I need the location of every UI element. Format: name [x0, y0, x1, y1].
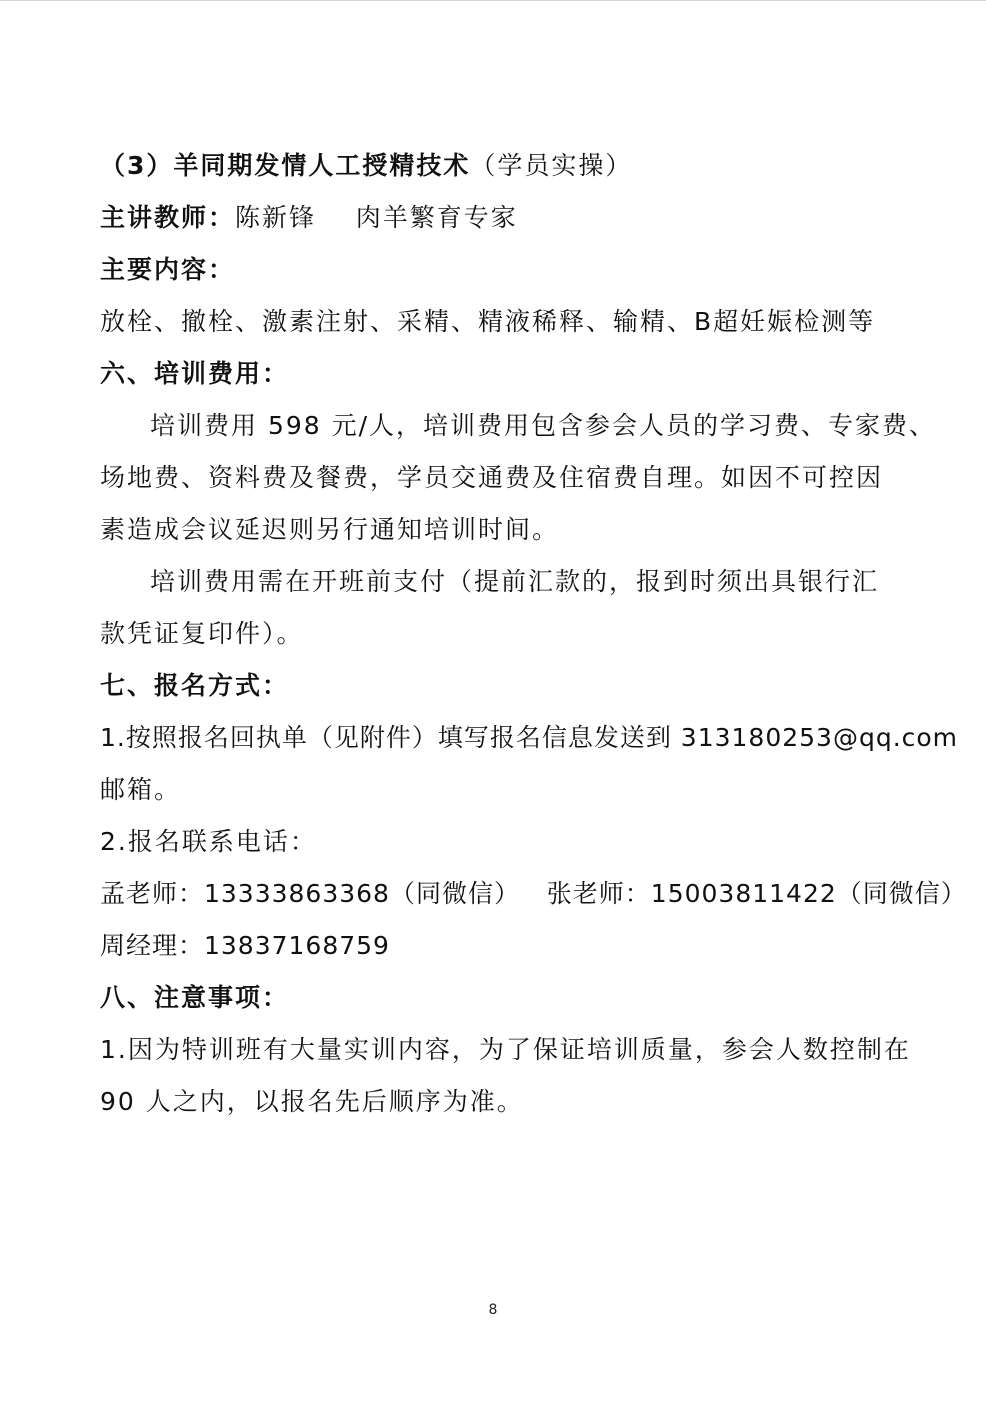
section-7-item-1-line-1: 1.按照报名回执单（见附件）填写报名信息发送到 313180253@qq.com — [100, 723, 959, 752]
section-7-item-2: 2.报名联系电话： — [100, 827, 317, 856]
main-content-text: 放栓、撤栓、激素注射、采精、精液稀释、输精、B超妊娠检测等 — [100, 307, 876, 336]
section-6-paragraph-2-line-1: 培训费用需在开班前支付（提前汇款的，报到时须出具银行汇 — [150, 567, 880, 596]
section-6-paragraph-1-line-2: 场地费、资料费及餐费，学员交通费及住宿费自理。如因不可控因 — [100, 463, 884, 492]
section-8-item-1-line-1: 1.因为特训班有大量实训内容，为了保证培训质量，参会人数控制在 — [100, 1035, 911, 1064]
section-7-item-1-line-2: 邮箱。 — [100, 775, 182, 804]
lecturer-value: 陈新锋 肉羊繁育专家 — [235, 203, 518, 232]
subsection-3-bold: （3）羊同期发情人工授精技术 — [100, 151, 471, 180]
lecturer-line — [100, 203, 920, 233]
section-7-heading: 七、报名方式： — [100, 671, 290, 700]
page-number: 8 — [488, 1302, 498, 1318]
main-content-label: 主要内容： — [100, 255, 236, 284]
section-6-heading: 六、培训费用： — [100, 359, 290, 388]
section-8-item-1-line-2: 90 人之内，以报名先后顺序为准。 — [100, 1087, 524, 1116]
contact-line-1: 孟老师：13333863368（同微信） 张老师：15003811422（同微信） — [100, 879, 967, 908]
section-6-paragraph-1-line-3: 素造成会议延迟则另行通知培训时间。 — [100, 515, 560, 544]
section-8-heading: 八、注意事项： — [100, 983, 290, 1012]
subsection-3-title — [100, 151, 920, 181]
subsection-3-note: （学员实操） — [470, 151, 633, 180]
contact-line-2: 周经理：13837168759 — [100, 931, 390, 960]
section-6-paragraph-2-line-2: 款凭证复印件）。 — [100, 619, 304, 648]
lecturer-label: 主讲教师： — [100, 203, 236, 232]
section-6-paragraph-1-line-1: 培训费用 598 元/人，培训费用包含参会人员的学习费、专家费、 — [150, 411, 937, 440]
